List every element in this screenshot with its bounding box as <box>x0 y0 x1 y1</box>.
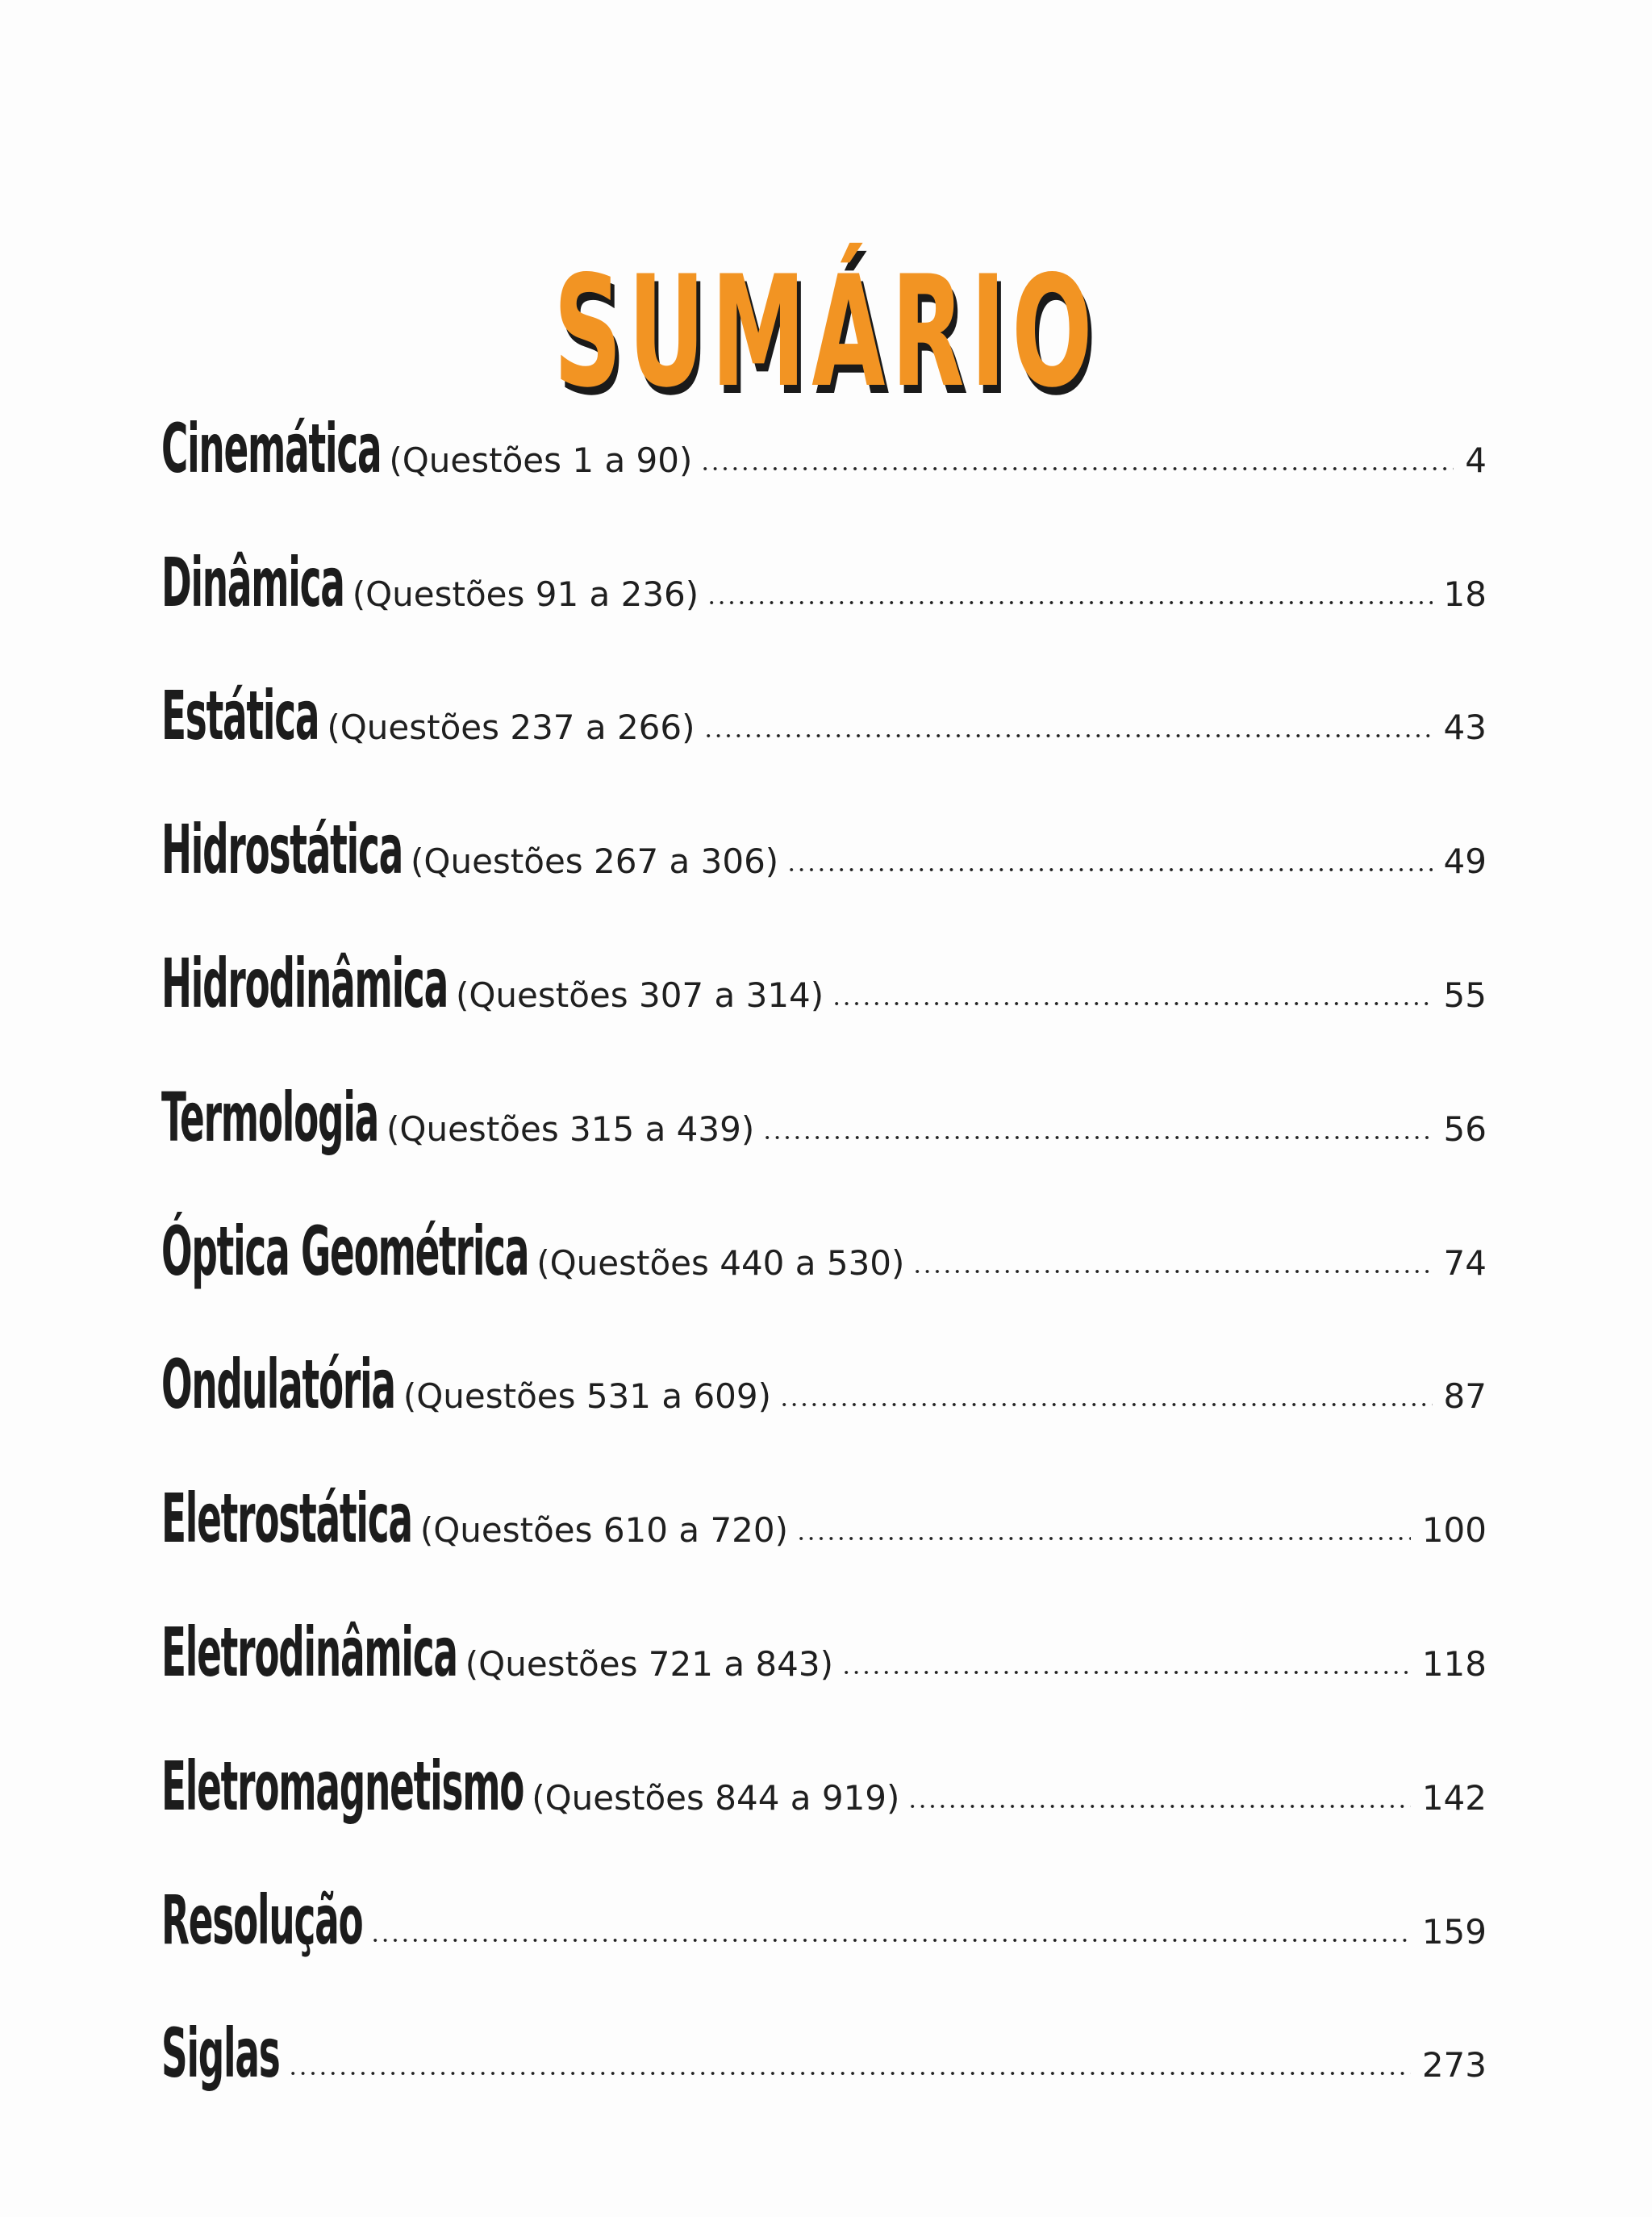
toc-question-range: (Questões 237 a 266) <box>327 708 695 748</box>
dot-leader <box>832 1001 1432 1006</box>
toc-page-number: 55 <box>1443 975 1487 1015</box>
toc-page-number: 74 <box>1443 1242 1487 1283</box>
toc-question-range: (Questões 307 a 314) <box>455 975 824 1015</box>
toc-page-number: 18 <box>1443 574 1487 614</box>
toc-page-number: 43 <box>1443 708 1487 748</box>
toc-question-range: (Questões 440 a 530) <box>536 1242 905 1283</box>
toc-topic: Dinâmica <box>161 542 344 622</box>
toc-entry[interactable] <box>161 1174 1487 1308</box>
toc-question-range: (Questões 531 a 609) <box>403 1376 771 1417</box>
toc-page-number: 118 <box>1421 1643 1487 1684</box>
toc-topic: Eletrostática <box>161 1479 412 1559</box>
table-of-contents <box>161 371 1487 2094</box>
dot-leader <box>912 1269 1432 1274</box>
toc-question-range: (Questões 91 a 236) <box>352 574 699 614</box>
toc-entry[interactable] <box>161 1308 1487 1442</box>
toc-topic: Óptica Geométrica <box>161 1211 529 1291</box>
toc-entry[interactable] <box>161 505 1487 639</box>
toc-question-range: (Questões 721 a 843) <box>465 1643 833 1684</box>
toc-question-range: (Questões 315 a 439) <box>386 1108 755 1149</box>
toc-entry[interactable] <box>161 639 1487 773</box>
toc-topic: Eletrodinâmica <box>161 1612 457 1692</box>
dot-leader <box>762 1135 1432 1140</box>
dot-leader <box>707 600 1432 605</box>
page-title: SUMÁRIO <box>553 243 1099 422</box>
toc-page-number: 142 <box>1421 1777 1487 1818</box>
toc-entry[interactable] <box>161 1977 1487 2111</box>
dot-leader <box>786 867 1432 872</box>
toc-topic: Termologia <box>161 1077 379 1157</box>
dot-leader <box>779 1402 1433 1407</box>
toc-topic: Hidrodinâmica <box>161 943 448 1023</box>
toc-page-number: 273 <box>1421 2045 1487 2085</box>
dot-leader <box>907 1804 1410 1809</box>
toc-entry[interactable] <box>161 1441 1487 1575</box>
dot-leader <box>841 1670 1411 1675</box>
toc-topic: Siglas <box>161 2014 280 2094</box>
toc-page-number: 56 <box>1443 1108 1487 1149</box>
toc-page-number: 4 <box>1465 440 1487 480</box>
dot-leader <box>288 2071 1411 2076</box>
toc-entry[interactable] <box>161 772 1487 906</box>
toc-entry[interactable] <box>161 371 1487 505</box>
toc-page-number: 159 <box>1421 1911 1487 1952</box>
toc-topic: Cinemática <box>161 408 382 488</box>
toc-page-number: 87 <box>1443 1376 1487 1417</box>
toc-entry[interactable] <box>161 1575 1487 1709</box>
toc-question-range: (Questões 844 a 919) <box>532 1777 900 1818</box>
toc-topic: Ondulatória <box>161 1345 395 1425</box>
toc-entry[interactable] <box>161 1040 1487 1174</box>
toc-topic: Resolução <box>161 1880 363 1960</box>
toc-entry[interactable] <box>161 906 1487 1040</box>
toc-page-number: 49 <box>1443 841 1487 882</box>
toc-topic: Hidrostática <box>161 810 403 890</box>
toc-question-range: (Questões 1 a 90) <box>389 440 693 480</box>
toc-page-number: 100 <box>1421 1510 1487 1551</box>
dot-leader <box>700 466 1454 471</box>
toc-topic: Estática <box>161 676 319 756</box>
toc-entry[interactable] <box>161 1843 1487 1977</box>
toc-question-range: (Questões 267 a 306) <box>411 841 779 882</box>
dot-leader <box>796 1536 1411 1541</box>
toc-entry[interactable] <box>161 1709 1487 1843</box>
dot-leader <box>703 733 1433 738</box>
toc-question-range: (Questões 610 a 720) <box>419 1510 788 1551</box>
toc-topic: Eletromagnetismo <box>161 1746 524 1826</box>
dot-leader <box>370 1938 1410 1943</box>
